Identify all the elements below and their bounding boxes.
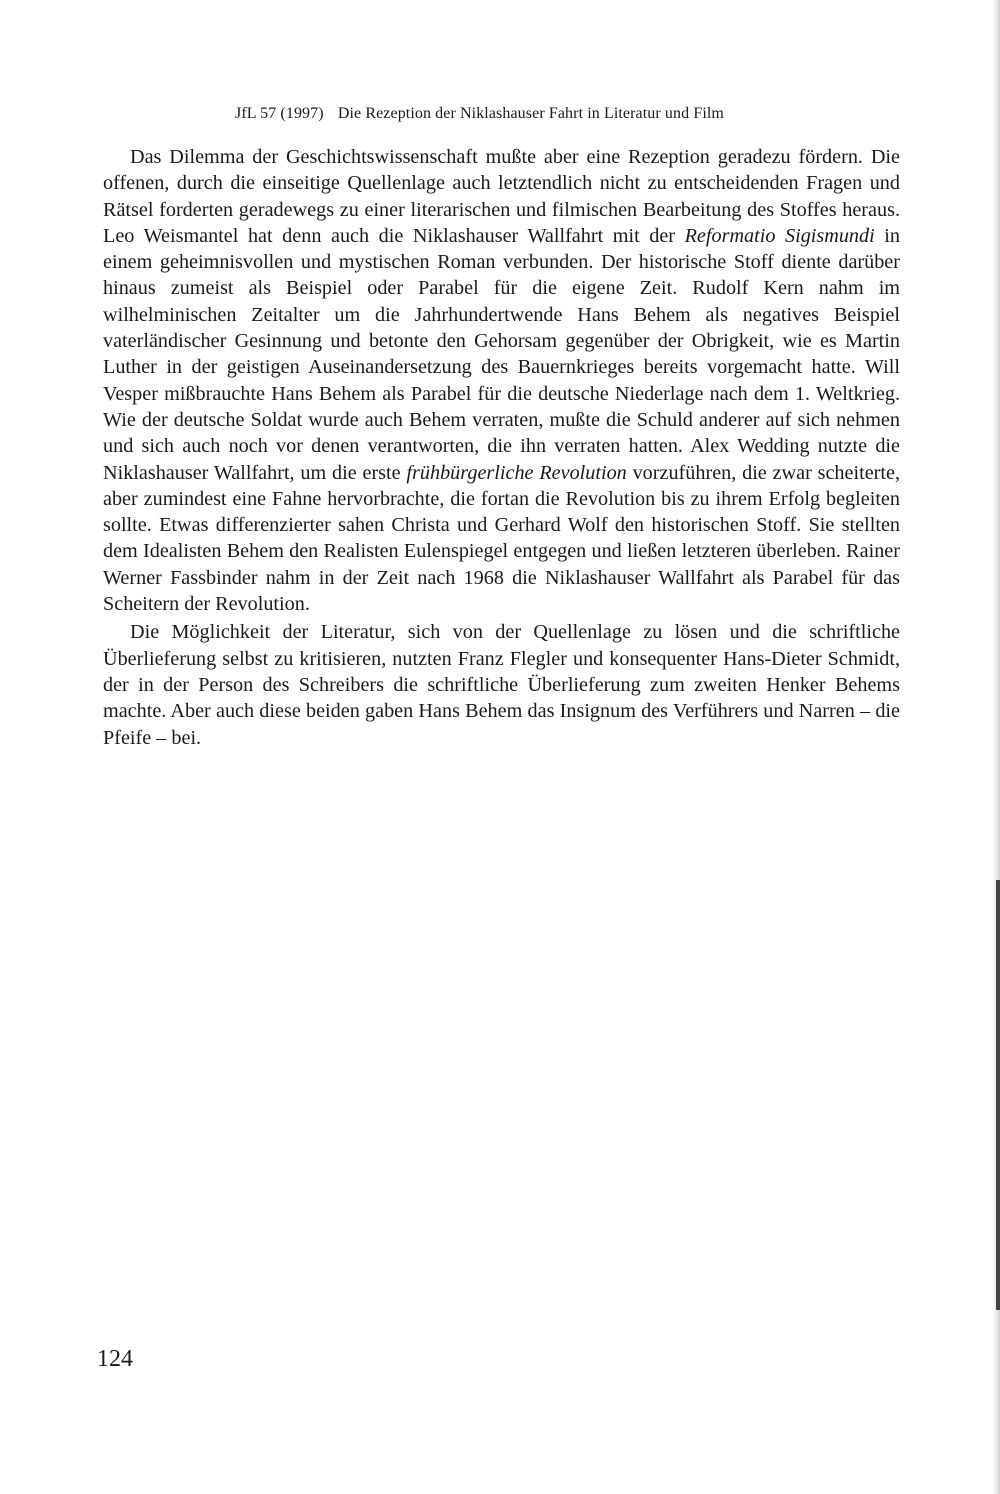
term-italic: frühbürgerliche Revolution [406,461,627,484]
paragraph-1 [103,144,900,617]
text-segment: vorzuführen, die zwar scheiterte, aber zumindest eine Fahne hervorbrachte, die fortan die Revolution bis zu ihrem Erfolg begleiten sollte. Etwas differenzierter sahen Christa und Gerhard Wolf den historischen Stoff. Sie stellten dem Idealisten Behem den Realisten Eulenspiegel entgegen und ließen letzteren überleben. Rainer Werner Fassbinder nahm in der Zeit nach 1968 die Niklashauser Wallfahrt als Parabel für das Scheitern der Revolution. [103,461,900,616]
work-title-italic: Reformatio Sigismundi [684,224,875,247]
scan-edge-shadow [992,0,1000,1494]
text-segment: Das Dilemma der Geschichtswissenschaft mußte aber eine Rezeption geradezu fördern. Die offenen, durch die einseitige Quellenlage auch letztendlich nicht zu entscheidenden Fragen und Rätsel forderten geradewegs zu einer literarischen und filmischen Bearbeitung des Stoffes heraus. Leo Weismantel hat denn auch die Niklashauser Wallfahrt mit der [103,146,900,247]
text-segment: in einem geheimnisvollen und mystischen Roman verbunden. Der historische Stoff diente darüber hinaus zumeist als Beispiel oder Parabel für die eigene Zeit. Rudolf Kern nahm im wilhelminischen Zeitalter um die Jahrhundertwende Hans Behem als negatives Beispiel vaterländischer Gesinnung und betonte den Gehorsam gegenüber der Obrigkeit, wie es Martin Luther in der geistigen Auseinandersetzung des Bauernkrieges bereits vorgemacht hatte. Will Vesper mißbrauchte Hans Behem als Parabel für die deutsche Niederlage nach dem 1. Weltkrieg. Wie der deutsche Soldat wurde auch Behem verraten, mußte die Schuld anderer auf sich nehmen und sich auch noch vor denen verantworten, die ihn verraten hatten. Alex Wedding nutzte die Niklashauser Wallfahrt, um die erste [103,224,901,484]
article-title: Die Rezeption der Niklashauser Fahrt in Literatur und Film [337,105,724,122]
text-segment: Die Möglichkeit der Literatur, sich von der Quellenlage zu lösen und die schriftliche Überlieferung selbst zu kritisieren, nutzten Franz Flegler und konsequenter Hans-Dieter Schmidt, der in der Person des Schreibers die schriftliche Überlieferung zum zweiten Henker Behems machte. Aber auch diese beiden gaben Hans Behem das Insignum des Verführers und Narren – die Pfeife – bei. [103,621,900,749]
journal-citation: JfL 57 (1997) [235,105,324,122]
paragraph-2 [103,619,900,750]
running-head [235,105,724,123]
article-body [103,144,900,751]
page-number: 124 [97,1346,133,1372]
